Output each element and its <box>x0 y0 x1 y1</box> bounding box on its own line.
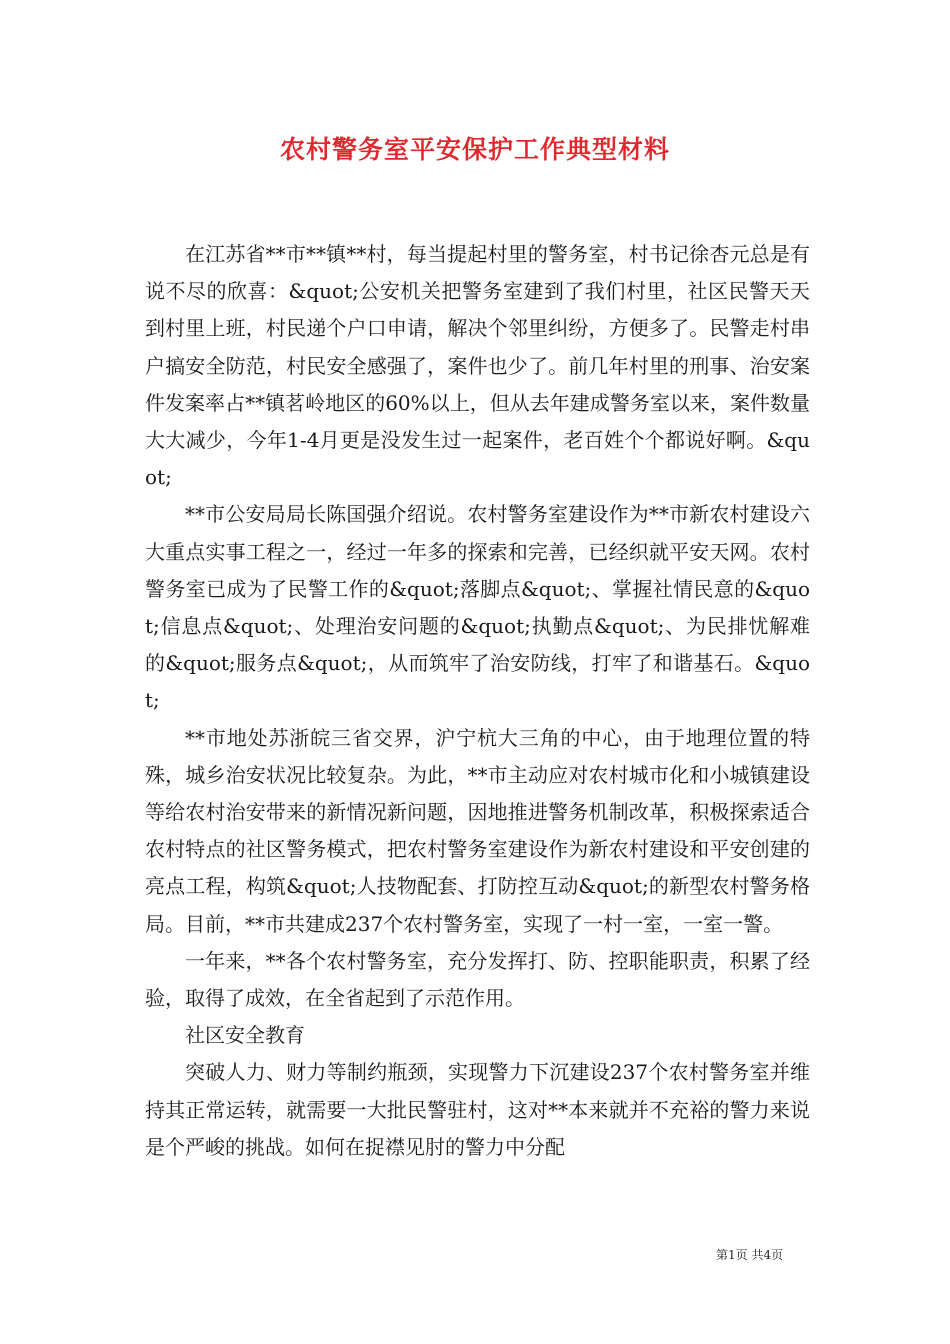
document-body <box>145 236 810 1166</box>
paragraph-1: 在江苏省**市**镇**村，每当提起村里的警务室，村书记徐杏元总是有说不尽的欣喜：&quot;公安机关把警务室建到了我们村里，社区民警天天到村里上班，村民递个户口申请，解决个邻里纠纷，方便多了。民警走村串户搞安全防范，村民安全感强了，案件也少了。前几年村里的刑事、治安案件发案率占**镇茗岭地区的60%以上，但从去年建成警务室以来，案件数量大大减少，今年1-4月更是没发生过一起案件，老百姓个个都说好啊。&quot; <box>145 242 810 490</box>
paragraph-2: **市公安局局长陈国强介绍说。农村警务室建设作为**市新农村建设六大重点实事工程之一，经过一年多的探索和完善，已经织就平安天网。农村警务室已成为了民警工作的&quot;落脚点&quot;、掌握社情民意的&quot;信息点&quot;、处理治安问题的&quot;执勤点&quot;、为民排忧解难的&quot;服务点&quot;，从而筑牢了治安防线，打牢了和谐基石。&quot; <box>145 502 810 713</box>
paragraph-3: **市地处苏浙皖三省交界，沪宁杭大三角的中心，由于地理位置的特殊，城乡治安状况比较复杂。为此，**市主动应对农村城市化和小城镇建设等给农村治安带来的新情况新问题，因地推进警务机制改革，积极探索适合农村特点的社区警务模式，把农村警务室建设作为新农村建设和平安创建的亮点工程，构筑&quot;人技物配套、打防控互动&quot;的新型农村警务格局。目前，**市共建成237个农村警务室，实现了一村一室，一室一警。 <box>145 725 810 936</box>
section-heading: 社区安全教育 <box>185 1023 305 1048</box>
page-number-footer: 第1页 共4页 <box>716 1248 784 1262</box>
paragraph-4: 一年来，**各个农村警务室，充分发挥打、防、控职能职责，积累了经验，取得了成效，在全省起到了示范作用。 <box>145 948 810 1011</box>
paragraph-5: 突破人力、财力等制约瓶颈，实现警力下沉建设237个农村警务室并维持其正常运转，就需要一大批民警驻村，这对**本来就并不充裕的警力来说是个严峻的挑战。如何在捉襟见肘的警力中分配 <box>145 1060 810 1159</box>
document-title: 农村警务室平安保护工作典型材料 <box>279 135 670 164</box>
